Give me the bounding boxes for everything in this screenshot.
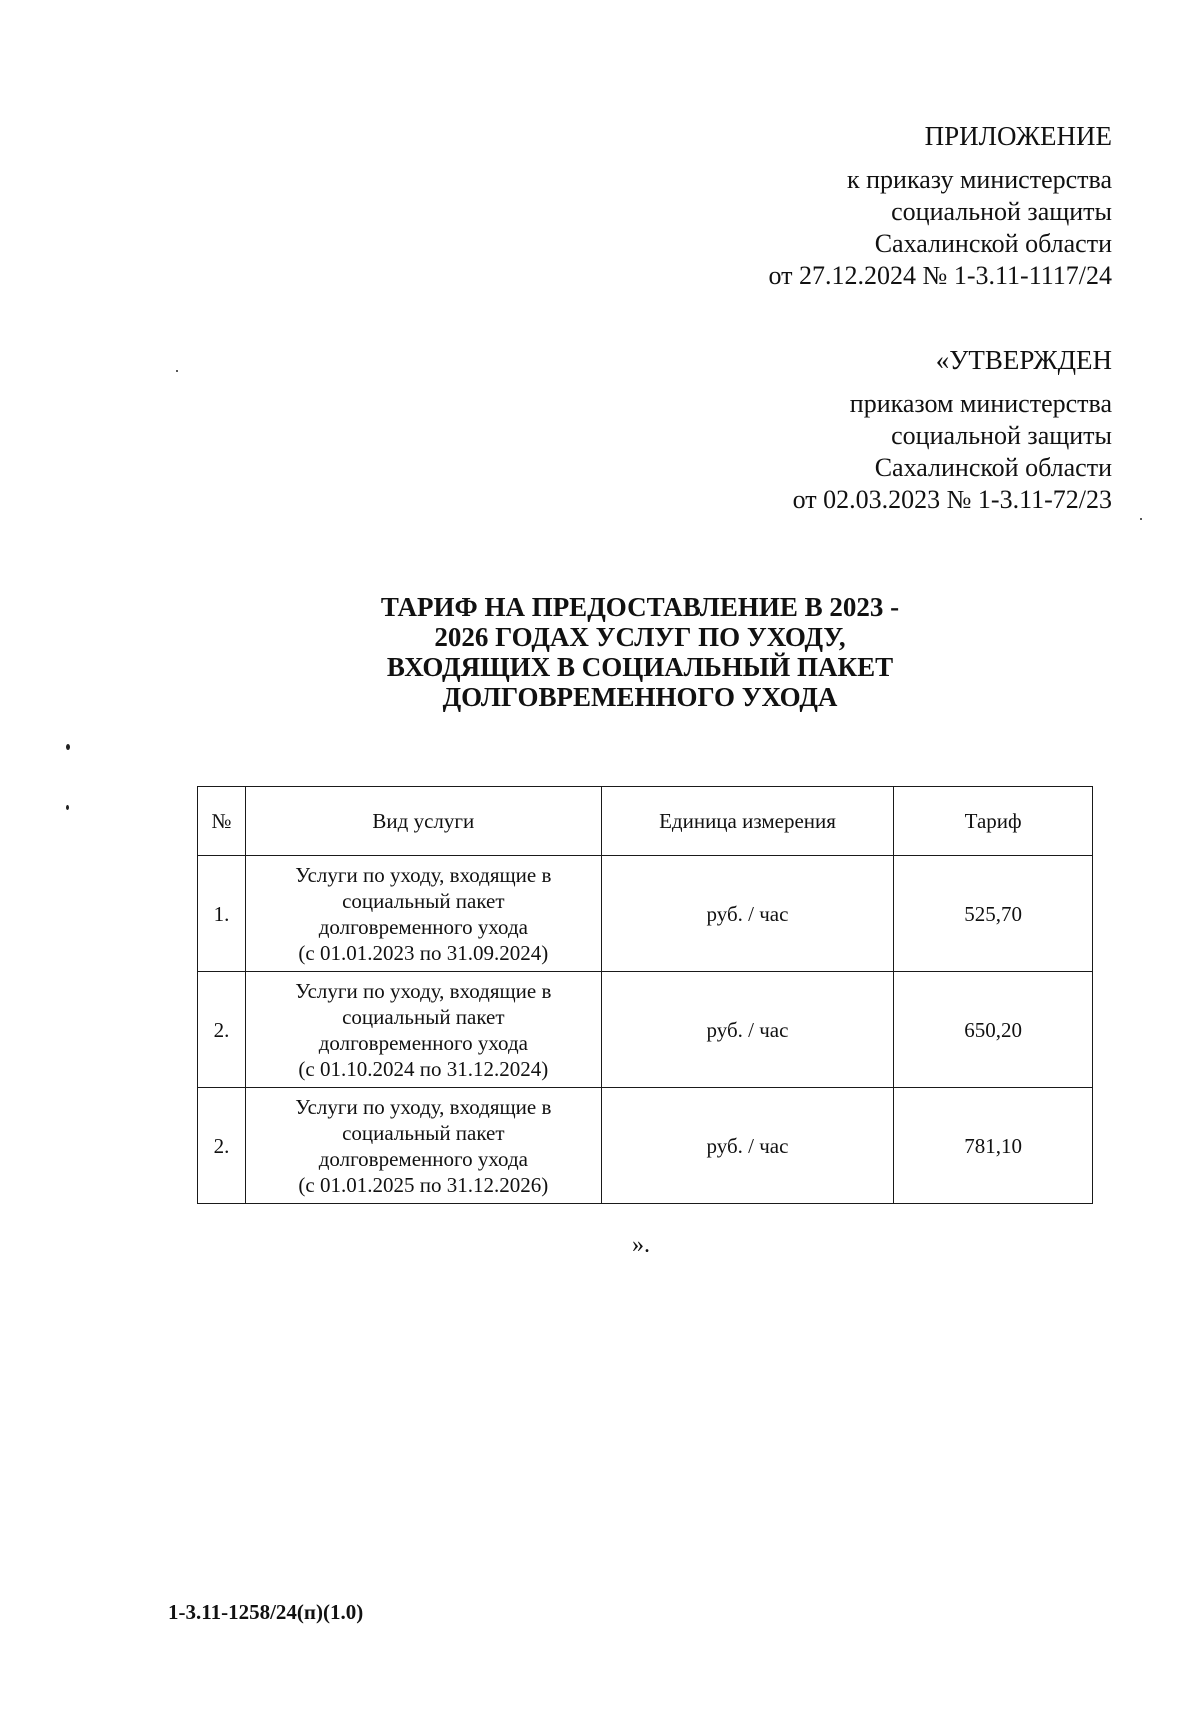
row-unit: руб. / час [601, 856, 894, 972]
service-line: долговременного ухода [318, 914, 528, 939]
title-line: ДОЛГОВРЕМЕННОГО УХОДА [442, 682, 838, 712]
service-period: (с 01.01.2025 по 31.12.2026) [298, 1172, 549, 1197]
service-line: долговременного ухода [318, 1146, 528, 1171]
approved-order-ref: от 02.03.2023 № 1-3.11-72/23 [792, 485, 1112, 514]
approved-line: приказом министерства [849, 389, 1112, 418]
appendix-line: Сахалинской области [874, 229, 1112, 258]
row-number: 2. [198, 1088, 246, 1204]
service-line: социальный пакет [342, 888, 505, 913]
row-service [245, 856, 601, 972]
service-line: Услуги по уходу, входящие в [295, 862, 552, 887]
scan-speck [176, 370, 178, 372]
row-number: 1. [198, 856, 246, 972]
service-line: Услуги по уходу, входящие в [295, 1094, 552, 1119]
service-line: социальный пакет [342, 1120, 505, 1145]
closing-quote-mark: ». [632, 1232, 650, 1258]
approved-line: Сахалинской области [874, 453, 1112, 482]
table-row [198, 1088, 1093, 1204]
appendix-block [769, 120, 1112, 292]
row-service [245, 1088, 601, 1204]
service-period: (с 01.10.2024 по 31.12.2024) [298, 1056, 549, 1081]
title-line: ТАРИФ НА ПРЕДОСТАВЛЕНИЕ В 2023 - [380, 592, 900, 622]
header-number: № [198, 787, 246, 856]
service-line: Услуги по уходу, входящие в [295, 978, 552, 1003]
title-line: ВХОДЯЩИХ В СОЦИАЛЬНЫЙ ПАКЕТ [386, 652, 894, 682]
header-tariff: Тариф [894, 787, 1093, 856]
appendix-line: к приказу министерства [847, 165, 1112, 194]
scan-speck [66, 744, 70, 750]
row-unit: руб. / час [601, 972, 894, 1088]
approved-block [793, 344, 1112, 516]
approved-heading: «УТВЕРЖДЕН [935, 345, 1112, 375]
document-code: 1-3.11-1258/24(п)(1.0) [168, 1600, 364, 1624]
table-header-row [198, 787, 1093, 856]
document-title [330, 592, 950, 712]
service-line: социальный пакет [342, 1004, 505, 1029]
title-line: 2026 ГОДАХ УСЛУГ ПО УХОДУ, [434, 622, 846, 652]
header-service: Вид услуги [245, 787, 601, 856]
service-line: долговременного ухода [318, 1030, 528, 1055]
row-tariff: 781,10 [894, 1088, 1093, 1204]
appendix-heading: ПРИЛОЖЕНИЕ [924, 121, 1112, 151]
tariff-table [197, 786, 1093, 1204]
row-tariff: 650,20 [894, 972, 1093, 1088]
row-service [245, 972, 601, 1088]
appendix-order-ref: от 27.12.2024 № 1-3.11-1117/24 [768, 261, 1112, 290]
row-unit: руб. / час [601, 1088, 894, 1204]
appendix-line: социальной защиты [891, 197, 1112, 226]
row-tariff: 525,70 [894, 856, 1093, 972]
table-row [198, 972, 1093, 1088]
header-unit: Единица измерения [601, 787, 894, 856]
table-row [198, 856, 1093, 972]
scan-speck [1140, 518, 1142, 520]
row-number: 2. [198, 972, 246, 1088]
service-period: (с 01.01.2023 по 31.09.2024) [298, 940, 549, 965]
approved-line: социальной защиты [891, 421, 1112, 450]
scan-speck [66, 805, 69, 810]
